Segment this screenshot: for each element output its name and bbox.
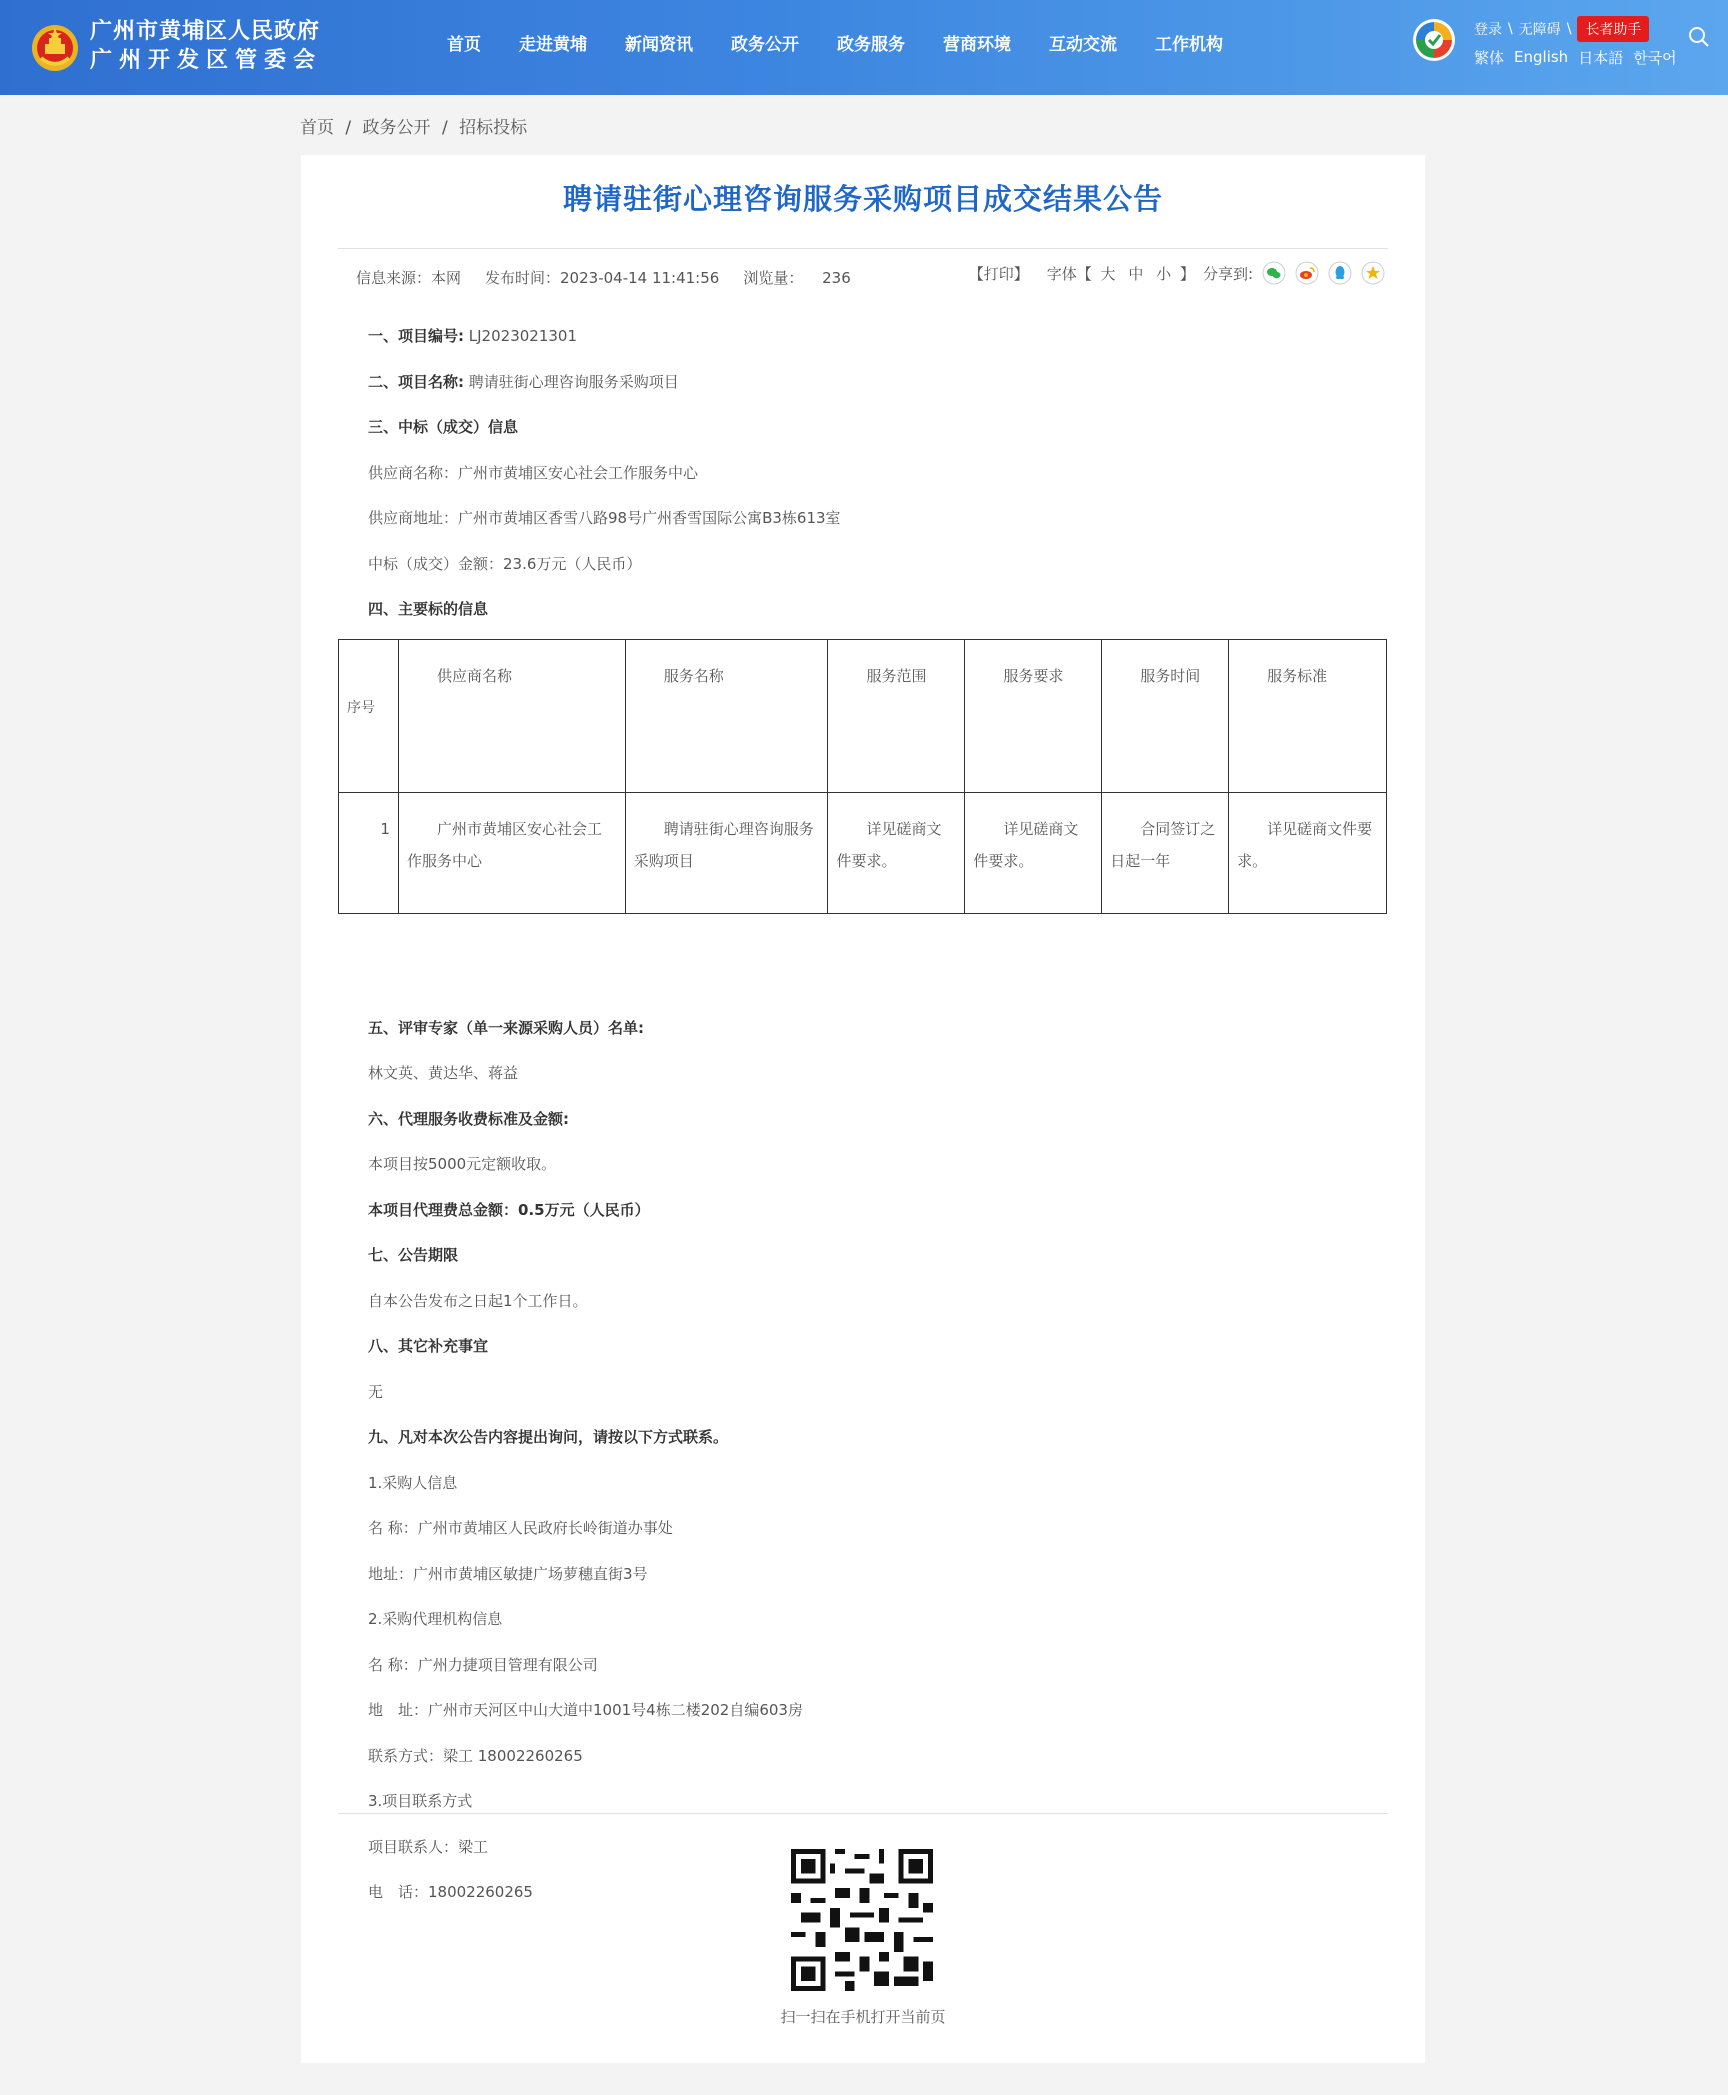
agency-name: 名 称：广州力捷项目管理有限公司 [368,1656,598,1674]
nav-gov-service[interactable]: 政务服务 [837,35,905,55]
font-size-close: 】 [1179,264,1195,283]
section-heading: 六、代理服务收费标准及金额: [368,1110,569,1128]
breadcrumb-gov-open[interactable]: 政务公开 [362,118,431,138]
section-heading: 八、其它补充事宜 [368,1337,489,1355]
table-row [339,793,1387,914]
experts-list: 林文英、黄达华、蒋益 [368,1064,519,1082]
breadcrumb-separator: / [345,118,352,138]
site-name-line2: 广州开发区管委会 [90,48,323,73]
gov-service-logo-icon[interactable] [1412,18,1456,62]
share-label: 分享到: [1202,264,1253,283]
table-header-row [339,640,1387,793]
weibo-share-icon[interactable] [1295,261,1319,285]
nav-business-env[interactable]: 营商环境 [943,35,1011,55]
views-label: 浏览量： [743,269,804,287]
font-size-large[interactable]: 大 [1100,264,1116,283]
font-size-small[interactable]: 小 [1156,264,1172,283]
table-header-cell: 供应商名称 [398,640,625,793]
page-title: 聘请驻街心理咨询服务采购项目成交结果公告 [562,182,1163,216]
link-separator: \ [1508,21,1513,37]
supplier-name: 供应商名称：广州市黄埔区安心社会工作服务中心 [368,464,699,482]
project-contact-phone: 电 话：18002260265 [368,1883,533,1901]
breadcrumb-separator: / [441,118,448,138]
article-card [301,155,1425,2063]
site-name[interactable] [90,18,322,76]
login-link[interactable]: 登录 [1474,22,1502,38]
publish-time: 发布时间：2023-04-14 11:41:56 [485,269,720,287]
nav-gov-open[interactable]: 政务公开 [731,35,799,55]
national-emblem-icon [31,22,79,74]
views-count: 236 [822,269,851,287]
award-amount: 中标（成交）金额：23.6万元（人民币） [368,555,642,573]
section-heading: 九、凡对本次公告内容提出询问，请按以下方式联系。 [368,1428,729,1446]
top-links [1474,18,1677,68]
contact-purchaser-heading: 1.采购人信息 [368,1474,458,1492]
nav-interaction[interactable]: 互动交流 [1049,35,1117,55]
notice-period: 自本公告发布之日起1个工作日。 [368,1292,588,1310]
qr-code-icon [791,1849,933,1991]
lang-korean[interactable]: 한국어 [1633,48,1677,67]
breadcrumb-home[interactable]: 首页 [300,118,334,138]
other-matters: 无 [368,1383,384,1401]
info-source: 信息来源：本网 [356,269,462,287]
search-icon[interactable] [1688,26,1710,48]
contact-agency-heading: 2.采购代理机构信息 [368,1610,503,1628]
nav-institutions[interactable]: 工作机构 [1155,35,1223,55]
breadcrumb-bidding[interactable]: 招标投标 [459,118,528,138]
article-meta [356,267,851,288]
section-heading: 七、公告期限 [368,1246,459,1264]
section-project-name [368,371,679,392]
lang-english[interactable]: English [1514,48,1569,66]
table-header-cell: 服务标准 [1229,640,1387,793]
wechat-share-icon[interactable] [1262,261,1286,285]
section-label: 二、项目名称: [368,373,464,391]
fee-standard: 本项目按5000元定额收取。 [368,1155,557,1173]
section-heading: 五、评审专家（单一来源采购人员）名单: [368,1019,645,1037]
font-size-medium[interactable]: 中 [1128,264,1144,283]
table-cell: 详见磋商文件要求。 [828,793,965,914]
agency-address: 地 址：广州市天河区中山大道中1001号4栋二楼202自编603房 [368,1701,803,1719]
section-heading: 三、中标（成交）信息 [368,418,519,436]
print-button[interactable]: 【打印】 [968,264,1029,283]
purchaser-name: 名 称：广州市黄埔区人民政府长岭街道办事处 [368,1519,673,1537]
breadcrumb [300,113,533,138]
favorite-share-icon[interactable] [1361,261,1385,285]
font-size-control [1047,263,1195,284]
title-divider [338,248,1388,249]
contact-project-heading: 3.项目联系方式 [368,1792,473,1810]
lang-japanese[interactable]: 日本語 [1578,48,1624,67]
section-project-number [368,325,577,346]
project-number: LJ2023021301 [468,327,577,345]
table-cell: 广州市黄埔区安心社会工作服务中心 [398,793,625,914]
link-separator: \ [1566,21,1572,37]
table-header-cell: 序号 [339,640,399,793]
table-header-cell: 服务时间 [1102,640,1229,793]
table-cell: 1 [339,793,399,914]
table-header-cell: 服务范围 [828,640,965,793]
nav-news[interactable]: 新闻资讯 [625,35,693,55]
fee-total: 本项目代理费总金额：0.5万元（人民币） [368,1201,650,1219]
project-contact-person: 项目联系人：梁工 [368,1838,489,1856]
nav-about-huangpu[interactable]: 走进黄埔 [519,35,587,55]
subject-info-table [338,639,1387,914]
section-label: 一、项目编号: [368,327,464,345]
project-name: 聘请驻街心理咨询服务采购项目 [468,373,679,391]
site-header [0,0,1728,95]
font-size-label: 字体【 [1046,264,1092,283]
table-cell: 详见磋商文件要求。 [1229,793,1387,914]
footer-divider [338,1813,1388,1814]
article-tools [969,261,1385,285]
table-header-cell: 服务名称 [625,640,828,793]
purchaser-address: 地址：广州市黄埔区敏捷广场萝穗直街3号 [368,1565,648,1583]
table-header-cell: 服务要求 [965,640,1102,793]
lang-traditional[interactable]: 繁体 [1474,48,1505,67]
elder-helper-button[interactable]: 长者助手 [1577,16,1649,42]
main-nav [428,32,1242,58]
qq-share-icon[interactable] [1328,261,1352,285]
supplier-address: 供应商地址：广州市黄埔区香雪八路98号广州香雪国际公寓B3栋613室 [368,509,841,527]
table-cell: 聘请驻街心理咨询服务采购项目 [625,793,828,914]
agency-contact: 联系方式：梁工 18002260265 [368,1747,583,1765]
qr-caption: 扫一扫在手机打开当前页 [780,2008,946,2026]
site-name-line1: 广州市黄埔区人民政府 [90,19,321,44]
accessibility-link[interactable]: 无障碍 [1518,22,1561,38]
table-cell: 详见磋商文件要求。 [965,793,1102,914]
table-cell: 合同签订之日起一年 [1102,793,1229,914]
section-heading: 四、主要标的信息 [368,600,489,618]
nav-home[interactable]: 首页 [447,35,481,55]
